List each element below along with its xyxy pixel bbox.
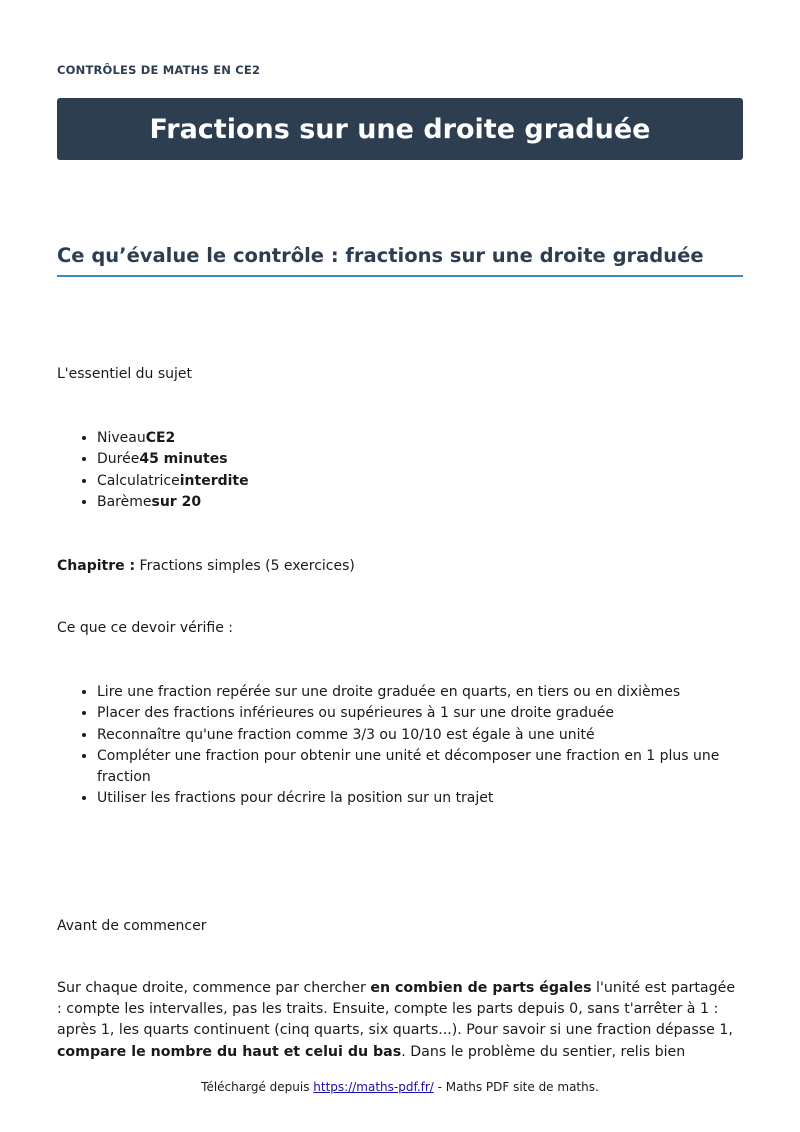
before-paragraph: Sur chaque droite, commence par chercher en combien de parts égales l'unité est partagée : compte les intervalles, pas les traits. Ensuite, compte les parts depuis 0, sans t'arrêter à 1 : après 1, les quarts continuent (cinq quarts, six quarts...). Pour savoir si une fraction dépasse 1, compare le nombre du haut et celui du bas. Dans le problème du sentier, relis bien bbox=[57, 980, 736, 1060]
section-heading-wrap bbox=[57, 244, 743, 277]
page-footer: Téléchargé depuis https://maths-pdf.fr/ - Maths PDF site de maths. bbox=[201, 1080, 599, 1094]
section-heading: Ce qu’évalue le contrôle : fractions sur une droite graduée bbox=[57, 244, 704, 267]
chapter-line bbox=[57, 556, 743, 577]
list-item: • Utiliser les fractions pour décrire la position sur un trajet bbox=[97, 788, 743, 809]
essentials-label: L'essentiel du sujet bbox=[57, 366, 193, 382]
page-title: Fractions sur une droite graduée bbox=[149, 113, 651, 145]
list-item: • Placer des fractions inférieures ou supérieures à 1 sur une droite graduée bbox=[97, 703, 743, 724]
checks-list bbox=[57, 682, 743, 810]
list-item: • Compléter une fraction pour obtenir une unité et décomposer une fraction en 1 plus une fraction bbox=[97, 746, 743, 789]
footer-link[interactable]: https://maths-pdf.fr/ bbox=[313, 1080, 434, 1094]
list-item: • NiveauCE2 bbox=[97, 428, 743, 449]
chapter-value: Fractions simples (5 exercices) bbox=[135, 558, 355, 574]
checks-label: Ce que ce devoir vérifie : bbox=[57, 620, 234, 636]
chapter-label: Chapitre : bbox=[57, 558, 136, 574]
before-label: Avant de commencer bbox=[57, 918, 207, 934]
list-item: • Durée45 minutes bbox=[97, 449, 743, 470]
series-kicker: CONTRÔLES DE MATHS EN CE2 bbox=[57, 63, 261, 77]
list-item: • Barèmesur 20 bbox=[97, 492, 743, 513]
list-item: • Calculatriceinterdite bbox=[97, 471, 743, 492]
list-item: • Lire une fraction repérée sur une droite graduée en quarts, en tiers ou en dixièmes bbox=[97, 682, 743, 703]
title-banner bbox=[57, 98, 743, 160]
list-item: • Reconnaître qu'une fraction comme 3/3 ou 10/10 est égale à une unité bbox=[97, 725, 743, 746]
essentials-list bbox=[57, 428, 743, 513]
